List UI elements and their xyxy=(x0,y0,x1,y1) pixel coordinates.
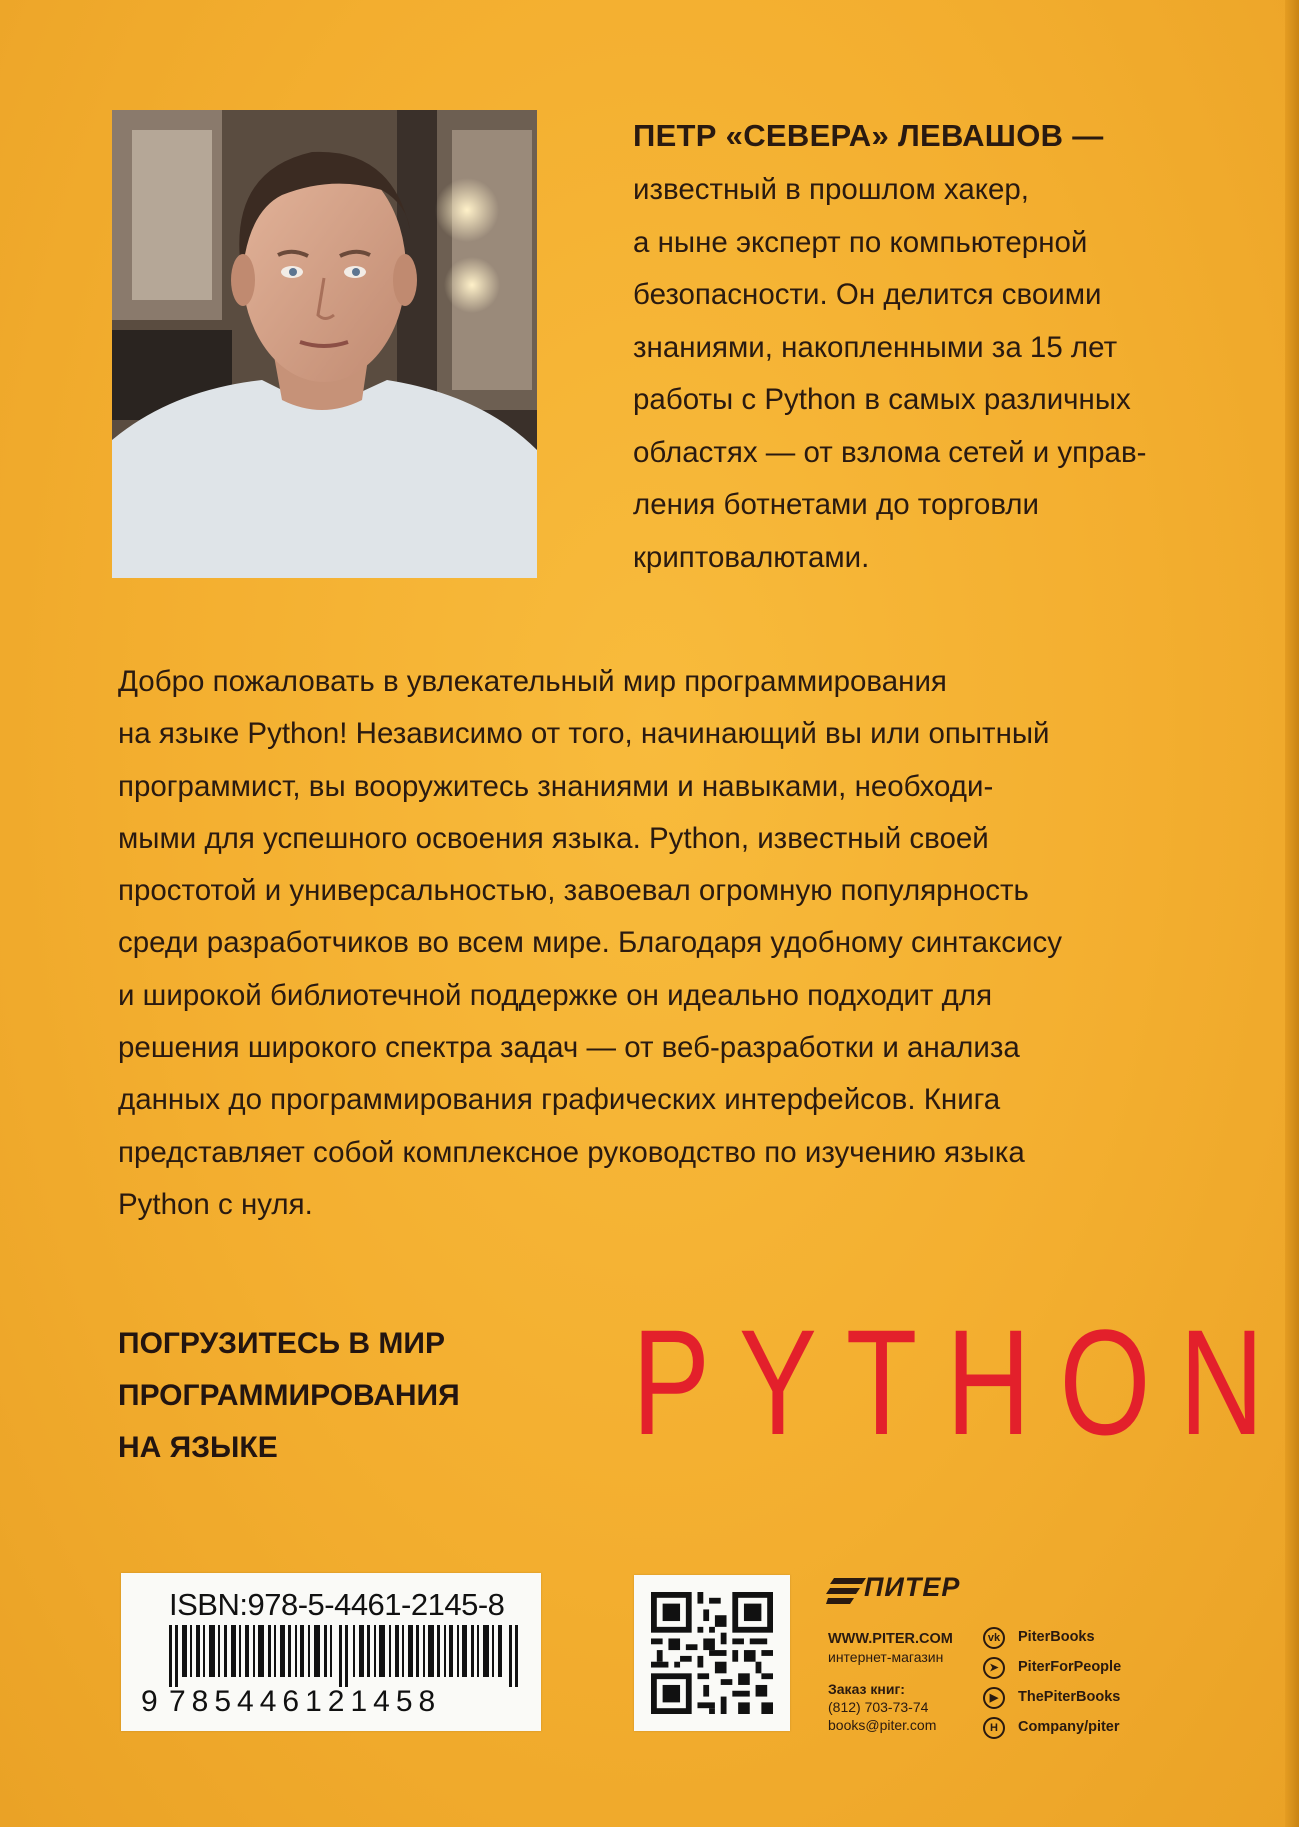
piter-logo-icon xyxy=(826,1574,866,1606)
description-line: мыми для успешного освоения языка. Python, известный своей xyxy=(118,821,989,855)
social-label: PiterForPeople xyxy=(1018,1659,1122,1675)
order-email[interactable]: books@piter.com xyxy=(828,1717,937,1733)
social-label: PiterBooks xyxy=(1018,1629,1095,1645)
qr-code-pattern xyxy=(651,1592,773,1714)
book-description xyxy=(118,656,1198,1231)
isbn-label: ISBN:978-5-4461-2145-8 xyxy=(169,1587,505,1622)
tagline-line: НА ЯЗЫКЕ xyxy=(118,1431,278,1464)
social-links xyxy=(983,1624,1143,1744)
social-link-hh[interactable] xyxy=(983,1714,1143,1744)
description-line: данных до программирования графических интерфейсов. Книга xyxy=(118,1083,1001,1117)
publisher-shop-label: интернет-магазин xyxy=(828,1649,944,1665)
author-bio xyxy=(633,112,1233,584)
description-line: решения широкого спектра задач — от веб-разработки и анализа xyxy=(118,1031,1020,1065)
barcode-bars xyxy=(169,1625,521,1687)
social-label: Company/piter xyxy=(1018,1719,1120,1735)
bio-line: криптовалютами. xyxy=(633,540,870,574)
cover-edge xyxy=(1285,0,1299,1827)
social-link-telegram[interactable] xyxy=(983,1654,1143,1684)
tagline-line: ПОГРУЗИТЕСЬ В МИР xyxy=(118,1327,445,1360)
youtube-icon: ▶ xyxy=(983,1687,1005,1709)
order-label: Заказ книг: xyxy=(828,1681,905,1697)
qr-code[interactable] xyxy=(634,1575,790,1731)
publisher-logo-text: ПИТЕР xyxy=(864,1572,961,1602)
description-line: представляет собой комплексное руководство по изучению языка xyxy=(118,1135,1025,1169)
description-line: Добро пожаловать в увлекательный мир программирования xyxy=(118,665,947,698)
telegram-icon: ➤ xyxy=(983,1657,1005,1679)
order-phone[interactable]: (812) 703-73-74 xyxy=(828,1699,929,1715)
description-line: среди разработчиков во всем мире. Благодаря удобному синтаксису xyxy=(118,926,1063,960)
vk-icon: vk xyxy=(983,1627,1005,1649)
social-link-vk[interactable] xyxy=(983,1624,1143,1654)
book-title: PYTHON xyxy=(632,1298,1293,1466)
description-line: программист, вы вооружитесь знаниями и навыками, необходи- xyxy=(118,769,994,803)
bio-line: известный в прошлом хакер, xyxy=(633,173,1030,206)
bio-line: знаниями, накопленными за 15 лет xyxy=(633,330,1118,364)
bio-line: работы с Python в самых различных xyxy=(633,383,1131,416)
description-line: на языке Python! Независимо от того, начинающий вы или опытный xyxy=(118,717,1050,751)
isbn-barcode xyxy=(121,1573,541,1731)
social-label: ThePiterBooks xyxy=(1018,1689,1121,1705)
hh-icon: H xyxy=(983,1717,1005,1739)
bio-line: а ныне эксперт по компьютерной xyxy=(633,225,1088,259)
publisher-logo xyxy=(826,1572,1026,1608)
description-line: простотой и универсальностью, завоевал огромную популярность xyxy=(118,874,1029,908)
description-line: и широкой библиотечной поддержке он идеально подходит для xyxy=(118,978,993,1012)
description-line: Python с нуля. xyxy=(118,1187,313,1221)
author-photo xyxy=(112,110,537,578)
bio-line: областях — от взлома сетей и управ- xyxy=(633,435,1147,469)
bio-line: безопасности. Он делится своими xyxy=(633,278,1102,311)
tagline-line: ПРОГРАММИРОВАНИЯ xyxy=(118,1379,460,1412)
barcode-first-digit: 9 xyxy=(141,1685,158,1718)
social-link-youtube[interactable] xyxy=(983,1684,1143,1714)
tagline xyxy=(118,1318,460,1474)
author-name: ПЕТР «СЕВЕРА» ЛЕВАШОВ — xyxy=(633,118,1104,153)
bio-line: ления ботнетами до торговли xyxy=(633,488,1039,521)
barcode-digits: 785446121458 xyxy=(169,1685,442,1718)
publisher-website[interactable]: WWW.PITER.COM xyxy=(828,1631,953,1647)
